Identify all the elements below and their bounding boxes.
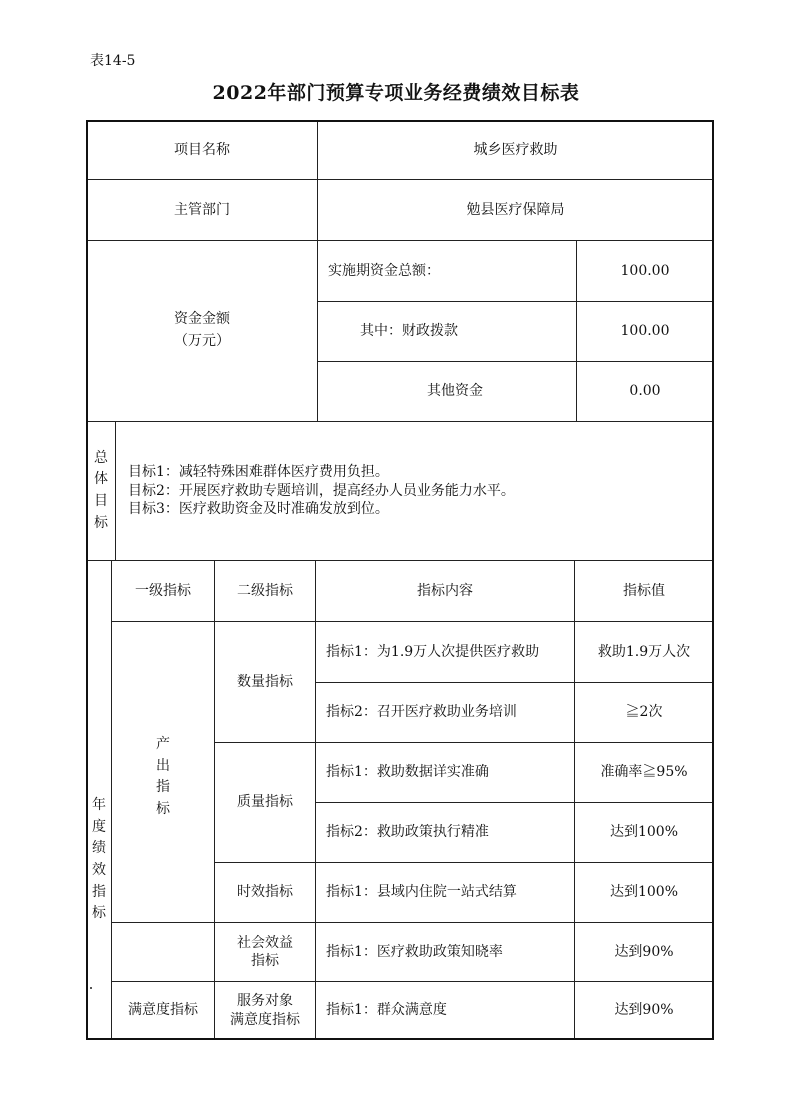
header-content: 指标内容: [315, 560, 575, 622]
header-value: 指标值: [574, 560, 714, 622]
output-label-char: 指: [156, 779, 170, 796]
other-funds-value: 0.00: [576, 361, 714, 422]
table-number-label: 表14-5: [90, 53, 136, 69]
scan-speck: [90, 987, 92, 989]
service-satisfaction-indicators-label: [214, 981, 316, 1040]
social-benefit-indicators-label: [214, 922, 316, 982]
indicator-content: 指标2：救助政策执行精准: [315, 802, 575, 863]
funds-label: [86, 240, 318, 422]
other-funds-label: 其他资金: [317, 361, 577, 422]
header-level2: 二级指标: [214, 560, 316, 622]
goals-label-char: 标: [94, 514, 108, 531]
indicator-content: 指标1：为1.9万人次提供医疗救助: [315, 621, 575, 683]
goal-item: 目标1：减轻特殊困难群体医疗费用负担。: [128, 463, 389, 480]
indicator-value: 救助1.9万人次: [574, 621, 714, 683]
annual-label-char: 绩: [92, 840, 106, 857]
goal-item: 目标2：开展医疗救助专题培训，提高经办人员业务能力水平。: [128, 482, 515, 499]
quality-indicators-label: 质量指标: [214, 742, 316, 863]
header-level1: 一级指标: [111, 560, 215, 622]
service-label-line1: 服务对象: [237, 993, 293, 1010]
funds-label-line1: 资金金额: [174, 311, 230, 328]
output-label-char: 出: [156, 757, 170, 774]
indicator-content: 指标1：群众满意度: [315, 981, 575, 1040]
timeliness-indicators-label: 时效指标: [214, 862, 316, 923]
page-title: 2022年部门预算专项业务经费绩效目标表: [212, 82, 580, 104]
funds-label-line2: （万元）: [174, 333, 230, 349]
annual-label-char: 度: [92, 818, 106, 835]
project-name-label: 项目名称: [86, 120, 318, 180]
annual-label-char: 指: [92, 883, 106, 900]
benefit-indicators-empty: [111, 922, 215, 982]
indicator-value: 达到100%: [574, 862, 714, 923]
indicator-value: 达到90%: [574, 922, 714, 982]
output-label-char: 标: [156, 801, 170, 818]
service-label-line2: 满意度指标: [230, 1011, 300, 1028]
quantity-indicators-label: 数量指标: [214, 621, 316, 743]
output-indicators-label: [111, 621, 215, 923]
satisfaction-indicators-label: 满意度指标: [111, 981, 215, 1040]
department-label: 主管部门: [86, 179, 318, 241]
indicator-value: ≧2次: [574, 682, 714, 743]
project-name-value: 城乡医疗救助: [317, 120, 714, 180]
goal-item: 目标3：医疗救助资金及时准确发放到位。: [128, 501, 389, 518]
indicator-content: 指标2：召开医疗救助业务培训: [315, 682, 575, 743]
annual-label-char: 年: [92, 796, 106, 813]
fiscal-funds-label: 其中：财政拨款: [317, 301, 577, 362]
indicator-content: 指标1：医疗救助政策知晓率: [315, 922, 575, 982]
overall-goals-label: [86, 421, 116, 561]
indicator-content: 指标1：救助数据详实准确: [315, 742, 575, 803]
total-funds-label: 实施期资金总额：: [317, 240, 577, 302]
annual-label-char: 效: [92, 862, 106, 878]
indicator-value: 准确率≧95%: [574, 742, 714, 803]
total-funds-value: 100.00: [576, 240, 714, 302]
goals-label-char: 体: [94, 471, 108, 488]
overall-goals-content: [115, 421, 714, 561]
indicator-value: 达到100%: [574, 802, 714, 863]
social-label-line2: 指标: [251, 953, 279, 969]
goals-label-char: 目: [94, 493, 108, 509]
fiscal-funds-value: 100.00: [576, 301, 714, 362]
social-label-line1: 社会效益: [237, 934, 293, 951]
department-value: 勉县医疗保障局: [317, 179, 714, 241]
annual-label-char: 标: [92, 905, 106, 922]
indicator-value: 达到90%: [574, 981, 714, 1040]
output-label-char: 产: [156, 736, 170, 752]
indicator-content: 指标1：县域内住院一站式结算: [315, 862, 575, 923]
annual-indicators-label: [86, 560, 112, 1040]
goals-label-char: 总: [94, 449, 108, 466]
